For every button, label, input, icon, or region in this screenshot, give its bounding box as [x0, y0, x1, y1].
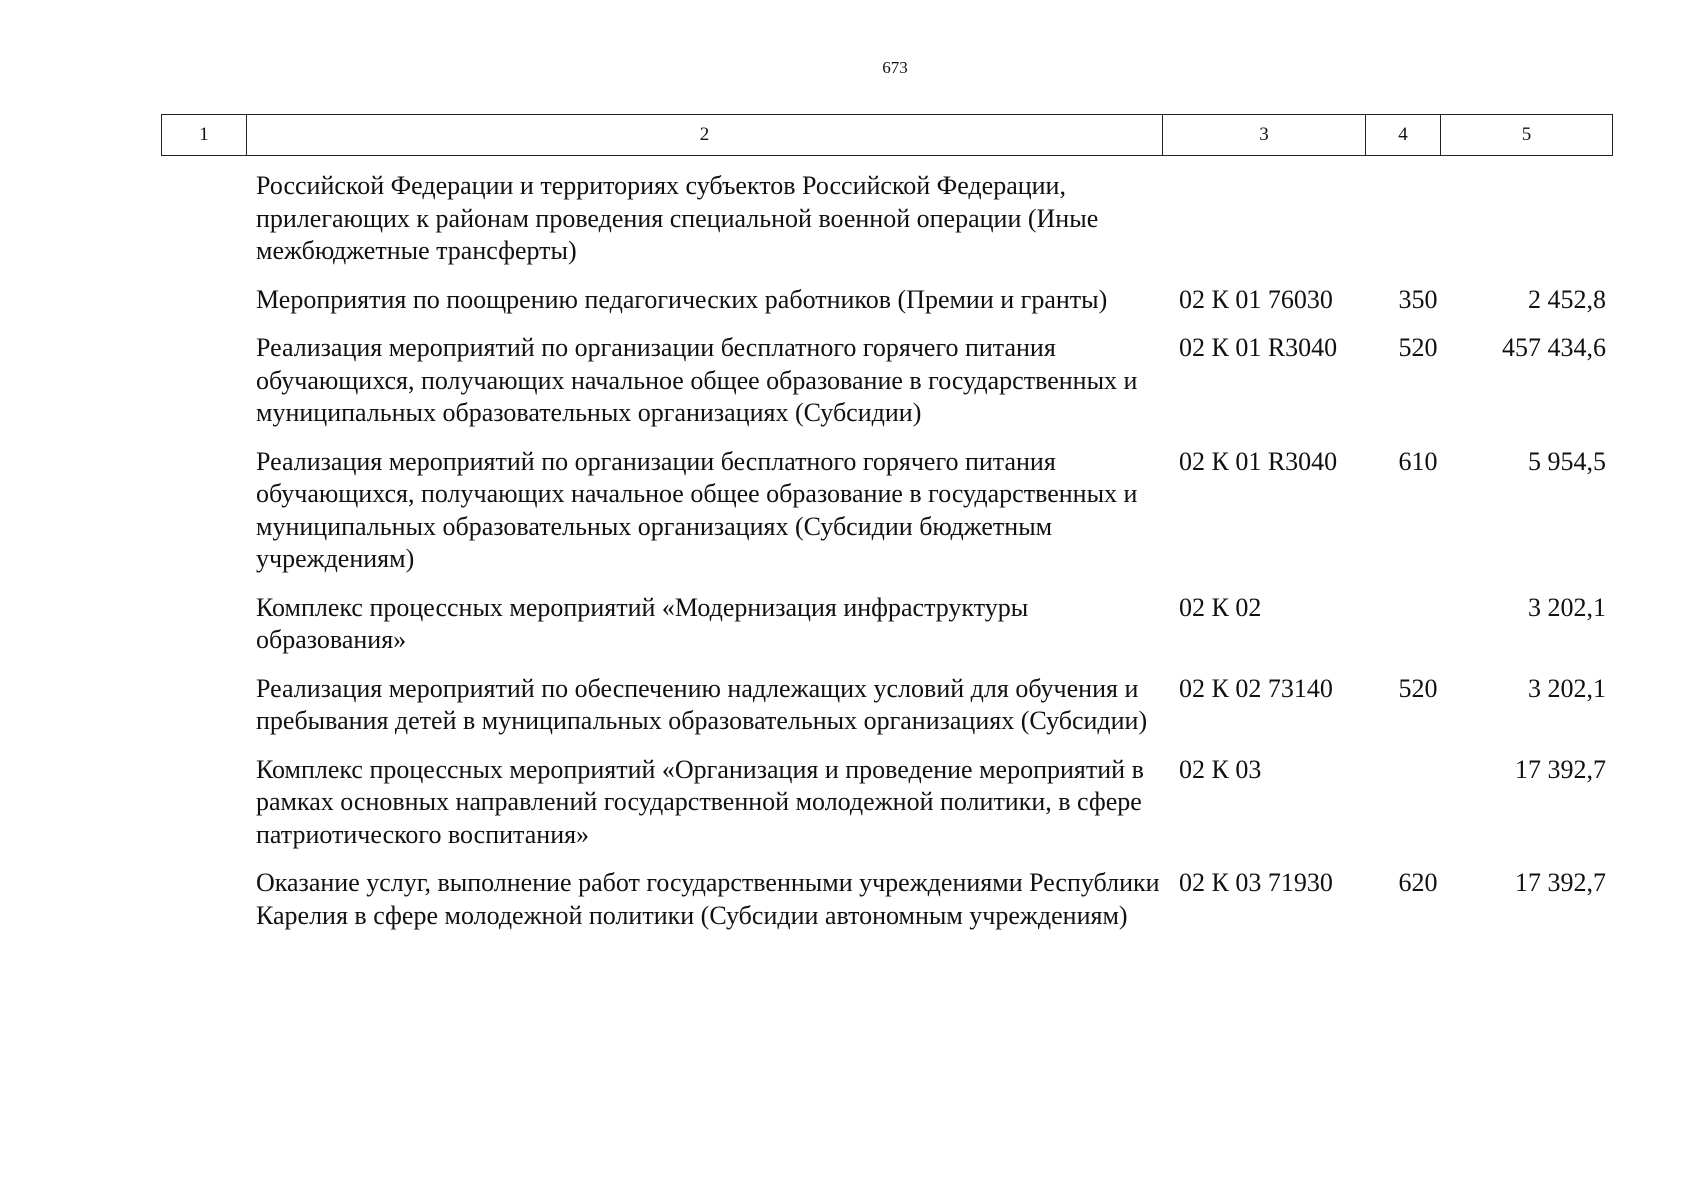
row-kind: 620	[1398, 868, 1438, 897]
row-kind: 520	[1398, 333, 1438, 362]
row-code: 02 К 03	[1179, 754, 1262, 784]
row-sum: 2 452,8	[1528, 284, 1606, 314]
row-sum: 3 202,1	[1528, 673, 1606, 703]
row-description: Реализация мероприятий по обеспечению надлежащих условий для обучения и пребывания детей в муниципальных образовательных организациях (Субсидии)	[256, 673, 1148, 735]
row-kind: 610	[1398, 446, 1438, 476]
header-row	[162, 115, 1613, 156]
row-description: Комплекс процессных мероприятий «Организация и проведение мероприятий в рамках основных направлений государственной молодежной политики, в сфере патриотического воспитания»	[256, 754, 1144, 849]
page-number: 673	[882, 58, 908, 77]
table-row	[256, 332, 1606, 430]
table-row	[256, 592, 1606, 657]
row-code: 02 К 03 71930	[1179, 868, 1333, 897]
table-row	[256, 754, 1606, 852]
row-description: Оказание услуг, выполнение работ государственными учреждениями Республики Карелия в сфере молодежной политики (Субсидии автономным учреждениям)	[256, 868, 1160, 930]
table-row	[256, 170, 1606, 268]
row-description: Реализация мероприятий по организации бесплатного горячего питания обучающихся, получающих начальное общее образование в государственных и муниципальных образовательных организациях (Субсидии)	[256, 333, 1138, 427]
row-description: Комплекс процессных мероприятий «Модернизация инфраструктуры образования»	[256, 592, 1029, 654]
row-sum: 17 392,7	[1515, 754, 1606, 784]
row-description: Российской Федерации и территориях субъектов Российской Федерации, прилегающих к районам проведения специальной военной операции (Иные межбюджетные трансферты)	[256, 171, 1099, 265]
row-code: 02 К 01 R3040	[1179, 446, 1338, 476]
row-sum: 3 202,1	[1528, 592, 1606, 622]
table-row	[256, 673, 1606, 738]
row-code: 02 К 01 76030	[1179, 284, 1333, 314]
header-col-4: 4	[1366, 115, 1441, 156]
table-row	[256, 446, 1606, 576]
header-col-3: 3	[1163, 115, 1366, 156]
row-code: 02 К 01 R3040	[1179, 333, 1338, 362]
row-description: Реализация мероприятий по организации бесплатного горячего питания обучающихся, получающих начальное общее образование в государственных и муниципальных образовательных организациях (Субсидии бюджетным учреждениям)	[256, 446, 1138, 573]
table-body	[256, 170, 1606, 948]
header-col-1: 1	[162, 115, 247, 156]
table-header	[161, 114, 1613, 156]
row-sum: 457 434,6	[1502, 333, 1606, 362]
table-row	[256, 284, 1606, 317]
row-code: 02 К 02 73140	[1179, 673, 1333, 703]
header-col-2: 2	[247, 115, 1163, 156]
row-code: 02 К 02	[1179, 592, 1262, 622]
row-sum: 17 392,7	[1515, 868, 1606, 897]
row-sum: 5 954,5	[1528, 446, 1606, 476]
row-description: Мероприятия по поощрению педагогических работников (Премии и гранты)	[256, 284, 1108, 314]
table-row	[256, 867, 1606, 932]
row-kind: 520	[1398, 673, 1438, 703]
row-kind: 350	[1398, 284, 1438, 314]
header-col-5: 5	[1441, 115, 1613, 156]
